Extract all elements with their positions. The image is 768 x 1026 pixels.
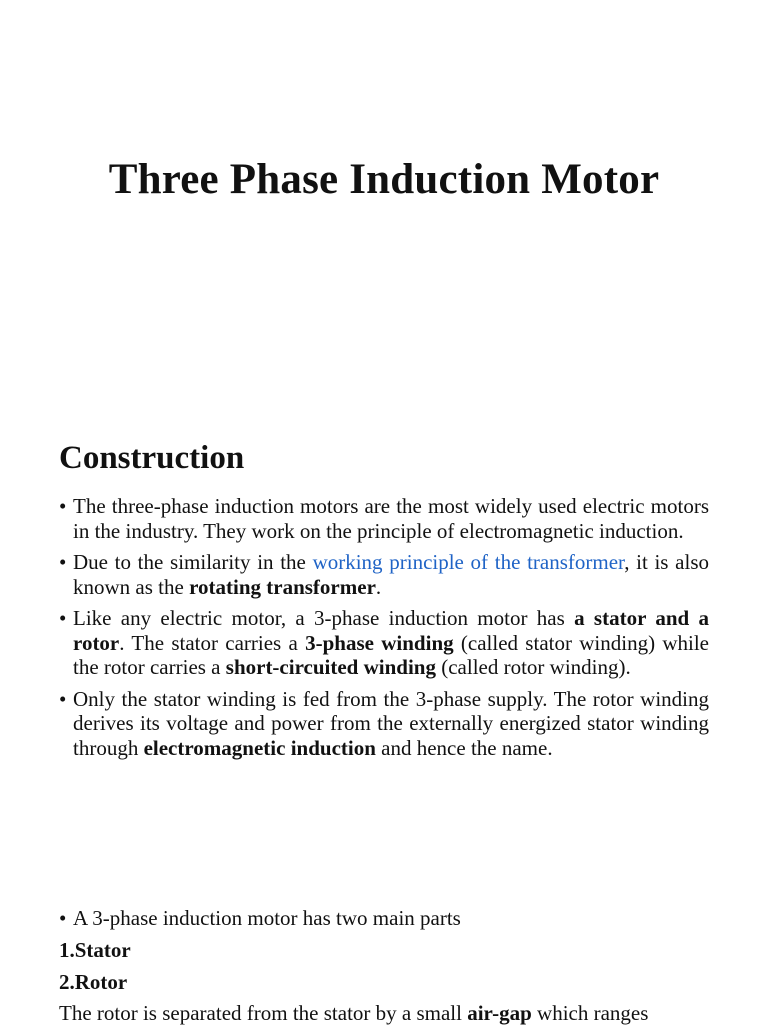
section-heading: Construction: [59, 440, 245, 476]
transformer-link[interactable]: working principle of the transformer: [312, 550, 625, 574]
bullet-text: (called stator winding) while the rotor carries a: [73, 630, 710, 679]
bold-term: 3-phase winding: [305, 630, 454, 655]
bold-term: a stator and a rotor: [73, 606, 709, 655]
bullet-text: The three-phase induction motors are the most widely used electric motors in the industry. They work on the principle of electromagnetic induction.: [73, 494, 709, 543]
bold-term: electromagnetic induction: [143, 735, 376, 760]
bullet-text: Only the stator winding is fed from the 3-phase supply. The rotor winding derives its voltage and power from the externally energized stator winding through: [73, 686, 709, 760]
bullet-text: Due to the similarity in the: [73, 550, 313, 574]
bullet-list: [59, 494, 709, 767]
bullet-item: [59, 687, 709, 761]
bold-term: rotating transformer: [189, 574, 376, 599]
bullet-item: [59, 550, 709, 599]
bullet-text: . The stator carries a: [119, 630, 306, 655]
part-stator: 1.Stator: [59, 938, 131, 962]
bullet-text: and hence the name.: [375, 735, 553, 760]
bullet-text: .: [375, 574, 382, 599]
bullet-text: , it is also known as the: [73, 550, 709, 599]
paragraph-text: The rotor is separated from the stator by a small: [59, 1001, 468, 1025]
bold-term: air-gap: [467, 1001, 532, 1025]
parts-intro: • A 3-phase induction motor has two main parts: [59, 906, 461, 931]
part-rotor: 2.Rotor: [59, 970, 128, 994]
paragraph-text: which ranges: [531, 1001, 649, 1025]
page-title: Three Phase Induction Motor: [108, 156, 660, 203]
bullet-text: Like any electric motor, a 3-phase induction motor has: [73, 606, 575, 630]
bold-term: short-circuited winding: [225, 655, 436, 679]
air-gap-paragraph: [59, 1001, 709, 1026]
bullet-text: (called rotor winding).: [435, 655, 631, 679]
bullet-item: [59, 494, 709, 543]
bullet-item: [59, 606, 709, 680]
